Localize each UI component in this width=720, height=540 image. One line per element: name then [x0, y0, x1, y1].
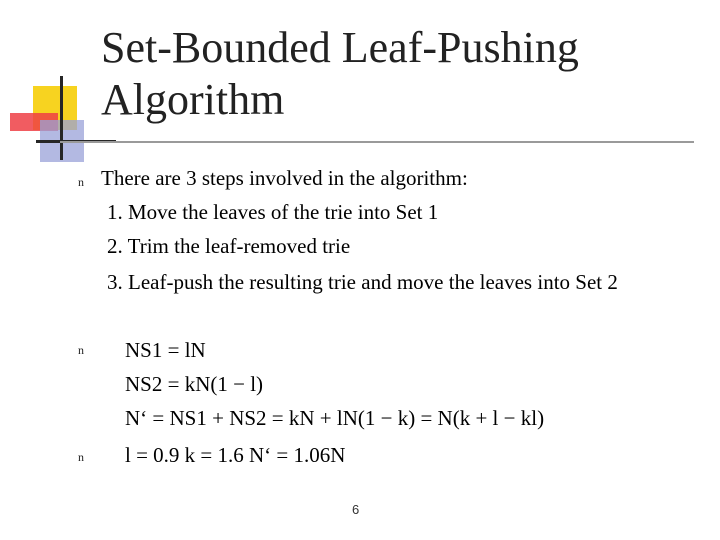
- title-underline: [60, 141, 694, 143]
- bullet-marker: n: [78, 450, 84, 464]
- page-number: 6: [352, 502, 360, 517]
- bullet-marker: n: [78, 175, 84, 189]
- step-item: 3. Leaf-push the resulting trie and move the leaves into Set 2: [107, 270, 618, 294]
- slide-title: [101, 22, 579, 126]
- step-item: 2. Trim the leaf-removed trie: [107, 234, 351, 258]
- slide-title-line-1: Set-Bounded Leaf-Pushing: [101, 23, 579, 72]
- bullet-marker: n: [78, 343, 84, 357]
- slide-title-line-2: Algorithm: [101, 75, 285, 124]
- intro-text: There are 3 steps involved in the algorithm:: [101, 166, 468, 190]
- formula-line: NS2 = kN(1 − l): [125, 372, 264, 396]
- step-item: 1. Move the leaves of the trie into Set 1: [107, 200, 439, 224]
- formula-line: NS1 = lN: [125, 338, 206, 362]
- formula-line: N‘ = NS1 + NS2 = kN + lN(1 − k) = N(k + l − kl): [125, 406, 545, 430]
- formula-line: l = 0.9 k = 1.6 N‘ = 1.06N: [125, 443, 346, 467]
- decorative-vertical-line: [60, 76, 63, 160]
